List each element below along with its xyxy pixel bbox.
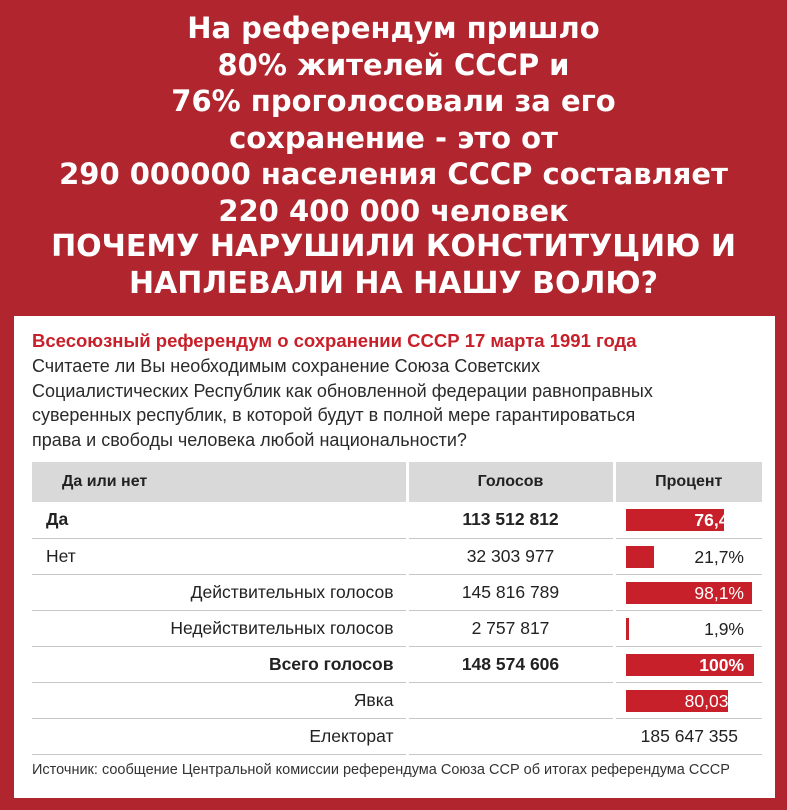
- row-label: Всего голосов: [32, 646, 407, 682]
- table-row-electorate: [32, 718, 762, 754]
- row-label: Нет: [32, 538, 407, 574]
- referendum-card: [14, 316, 775, 798]
- row-percent: [614, 502, 762, 538]
- percent-label: 76,4%: [694, 510, 744, 530]
- row-votes: [407, 682, 614, 718]
- percent-bar: [626, 618, 629, 640]
- question-line: Считаете ли Вы необходимым сохранение Союза Советских: [32, 356, 541, 376]
- row-percent: [614, 682, 762, 718]
- table-row: [32, 646, 762, 682]
- question-line: права и свободы человека любой национальности?: [32, 429, 467, 450]
- header-answer: Да или нет: [32, 462, 407, 502]
- percent-label: 100%: [699, 654, 744, 675]
- headline: [0, 10, 787, 302]
- headline-line: 290 000000 населения СССР составляет: [59, 157, 728, 191]
- source-note: Источник: сообщение Центральной комиссии референдума Союза ССР об итогах референдума СССР: [32, 762, 730, 778]
- headline-line: 76% проголосовали за его: [171, 84, 616, 118]
- row-votes: 145 816 789: [407, 574, 614, 610]
- row-percent: [614, 538, 762, 574]
- results-table: [32, 462, 762, 755]
- headline-line: На референдум пришло: [187, 11, 600, 45]
- percent-label: 80,03%: [684, 690, 744, 711]
- headline-line: сохранение - это от: [229, 120, 558, 155]
- header-votes: Голосов: [407, 462, 614, 502]
- table-header-row: [32, 462, 762, 502]
- card-title: Всесоюзный референдум о сохранении СССР 17 марта 1991 года: [32, 330, 637, 351]
- row-label: Недействительных голосов: [32, 610, 407, 646]
- headline-line: ПОЧЕМУ НАРУШИЛИ КОНСТИТУЦИЮ И: [51, 229, 736, 264]
- percent-bar: [626, 546, 654, 568]
- row-percent: [614, 574, 762, 610]
- percent-label: 1,9%: [704, 618, 744, 639]
- headline-line: НАПЛЕВАЛИ НА НАШУ ВОЛЮ?: [128, 265, 659, 301]
- row-percent: [614, 610, 762, 646]
- headline-line: 220 400 000 человек: [218, 193, 569, 228]
- row-label: Действительных голосов: [32, 574, 407, 610]
- row-votes: 148 574 606: [407, 646, 614, 682]
- referendum-question: [32, 354, 752, 452]
- row-percent: [614, 646, 762, 682]
- table-row: [32, 538, 762, 574]
- row-votes: 2 757 817: [407, 610, 614, 646]
- row-label: Да: [32, 502, 407, 538]
- row-votes: 32 303 977: [407, 538, 614, 574]
- table-row: [32, 574, 762, 610]
- table-row: [32, 610, 762, 646]
- question-line: суверенных республик, в которой будут в полной мере гарантироваться: [32, 405, 636, 425]
- electorate-label: Електорат: [32, 718, 407, 754]
- percent-label: 21,7%: [694, 546, 744, 567]
- row-votes: 113 512 812: [407, 502, 614, 538]
- percent-label: 98,1%: [694, 582, 744, 603]
- table-row: [32, 682, 762, 718]
- header-percent: Процент: [614, 462, 762, 502]
- question-line: Социалистических Республик как обновленной федерации равноправных: [32, 380, 653, 401]
- table-row: [32, 502, 762, 538]
- headline-line: 80% жителей СССР и: [217, 47, 570, 82]
- electorate-value: 185 647 355: [407, 718, 762, 754]
- row-label: Явка: [32, 682, 407, 718]
